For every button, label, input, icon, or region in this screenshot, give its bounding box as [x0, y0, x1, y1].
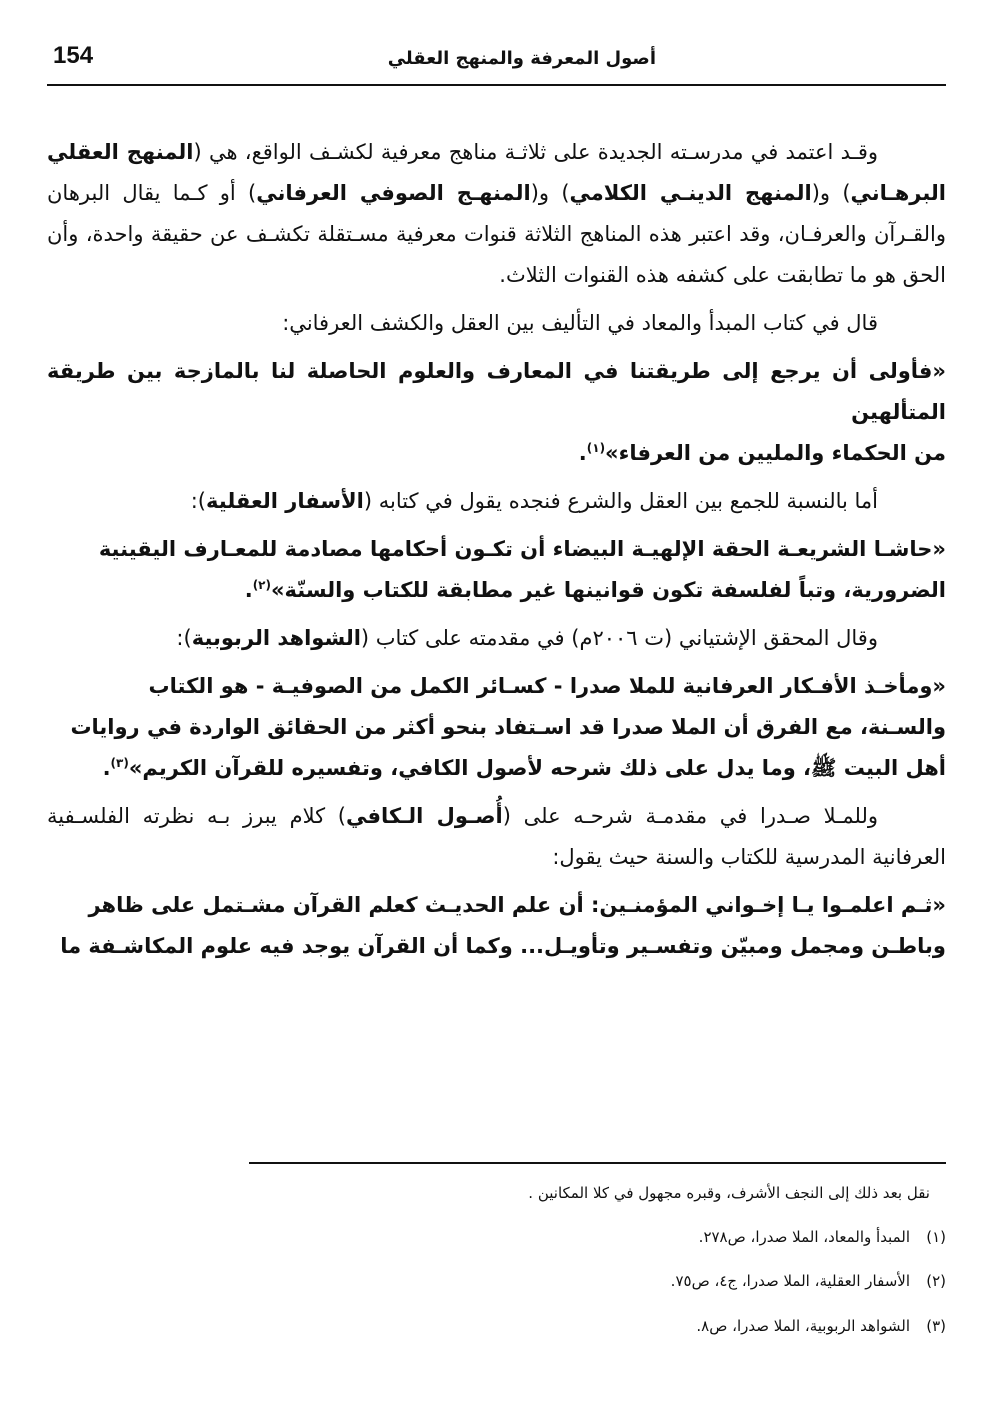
footnote-continuation: نقل بعد ذلك إلى النجف الأشرف، وقبره مجهول في كلا المكانين .: [528, 1184, 930, 1202]
quote-line: «ثـم اعلمـوا يـا إخـواني المؤمنـين: أن علم الحديـث كعلم القرآن مشـتمل على ظاهر: [88, 893, 946, 917]
footnote-number: (٢): [926, 1272, 946, 1290]
book-title-shawahid: الشواهد الربوبية: [191, 626, 361, 650]
text: وقال المحقق الإشتياني (ت ٢٠٠٦م) في مقدمته على كتاب (: [360, 626, 878, 650]
footnote-item: [671, 1272, 946, 1290]
text: ) و(: [530, 181, 570, 205]
book-title-asfar: الأسفار العقلية: [206, 489, 364, 513]
text: ):: [190, 489, 207, 513]
term-theological-method: المنهج الدينـي الكلامي: [569, 181, 812, 205]
footnote-divider: [249, 1162, 946, 1164]
page-header: [47, 40, 946, 86]
paragraph-mabda: قال في كتاب المبدأ والمعاد في التأليف بين العقل والكشف العرفاني:: [282, 311, 878, 335]
quote-line: «ومأخـذ الأفـكار العرفانية للملا صدرا - كسـائر الكمل من الصوفيـة - هو الكتاب: [148, 674, 946, 698]
footnote-text: الأسفار العقلية، الملا صدرا، ج٤، ص٧٥.: [670, 1272, 910, 1290]
quote-line: من الحكماء والمليين من العرفاء»: [605, 441, 946, 465]
quote-line: «فأولى أن يرجع إلى طريقتنا في المعارف والعلوم الحاصلة لنا بالمازجة بين طريقة المتألهين: [47, 359, 946, 424]
quote-asfar: [47, 529, 946, 611]
footnote-text: المبدأ والمعاد، الملا صدرا، ص٢٧٨.: [698, 1228, 910, 1246]
footnote-number: (٣): [926, 1317, 946, 1335]
text: وقـد اعتمد في مدرسـته الجديدة على ثلاثـة مناهج معرفية لكشـف الواقع، هي (: [193, 140, 879, 164]
text: .: [102, 756, 111, 780]
quote-line: وباطـن ومجمل ومبيّن وتفسـير وتأويـل... وكما أن القرآن يوجد فيه علوم المكاشـفة ما: [60, 934, 946, 958]
text: ):: [176, 626, 192, 650]
text: وللمـلا صـدرا في مقدمـة شرحـه على (: [502, 804, 878, 828]
footnote-item: [699, 1228, 946, 1246]
quote-line: والسـنة، مع الفرق أن الملا صدرا قد اسـتفاد بنحو أكثر من الحقائق الواردة في روايات: [70, 715, 946, 739]
book-title-kafi: أُصـول الـكافي: [346, 804, 503, 828]
text: .: [244, 578, 253, 602]
paragraph-ashtiyani: [47, 618, 946, 659]
quote-line: «حاشـا الشريعـة الحقة الإلهيـة البيضاء أن تكـون أحكامها مصادمة للمعـارف اليقينية: [98, 537, 946, 561]
footnote-item: [696, 1317, 946, 1335]
page-number: 154: [53, 42, 94, 69]
term-rational-method: المنهج العقلي البرهـاني: [47, 140, 947, 205]
quote-line: الضرورية، وتباً لفلسفة تكون قوانينها غير مطابقة للكتاب والسنّة»: [270, 578, 946, 602]
text: أما بالنسبة للجمع بين العقل والشرع فنجده يقول في كتابه (: [363, 489, 878, 513]
text: ) و(: [811, 181, 851, 205]
footnote-text: الشواهد الربوبية، الملا صدرا، ص٨.: [696, 1317, 910, 1335]
text: .: [578, 441, 587, 465]
quote-shawahid: [47, 666, 946, 789]
text: ) كلام يبرز بـه نظرته الفلسـفية العرفانية المدرسية للكتاب والسنة حيث يقول:: [47, 804, 946, 869]
running-title: أصول المعرفة والمنهج العقلي: [387, 48, 656, 69]
footnote-ref: (٣): [110, 756, 129, 770]
paragraph-asfar: [47, 481, 946, 522]
main-text: [47, 132, 946, 967]
paragraph-methods: [47, 132, 946, 296]
quote-kafi: [47, 885, 946, 967]
quote-line: أهل البيت ﷺ، وما يدل على ذلك شرحه لأصول الكافي، وتفسيره للقرآن الكريم»: [128, 756, 946, 780]
footnote-ref: (٢): [252, 578, 271, 592]
footnote-number: (١): [926, 1228, 946, 1246]
footnote-ref: (١): [586, 441, 606, 455]
paragraph-kafi: [47, 796, 946, 878]
term-mystical-method: المنهـج الصوفي العرفاني: [256, 181, 531, 205]
text: ) أو كـما يقال البرهان والقـرآن والعرفـان، وقد اعتبر هذه المناهج الثلاثة قنوات معرفية مسـتقلة تكشـف عن حقيقة واحدة، وأن الحق هو ما تطابقت على كشفه هذه القنوات الثلاث.: [47, 181, 946, 287]
quote-mabda: [47, 351, 946, 474]
